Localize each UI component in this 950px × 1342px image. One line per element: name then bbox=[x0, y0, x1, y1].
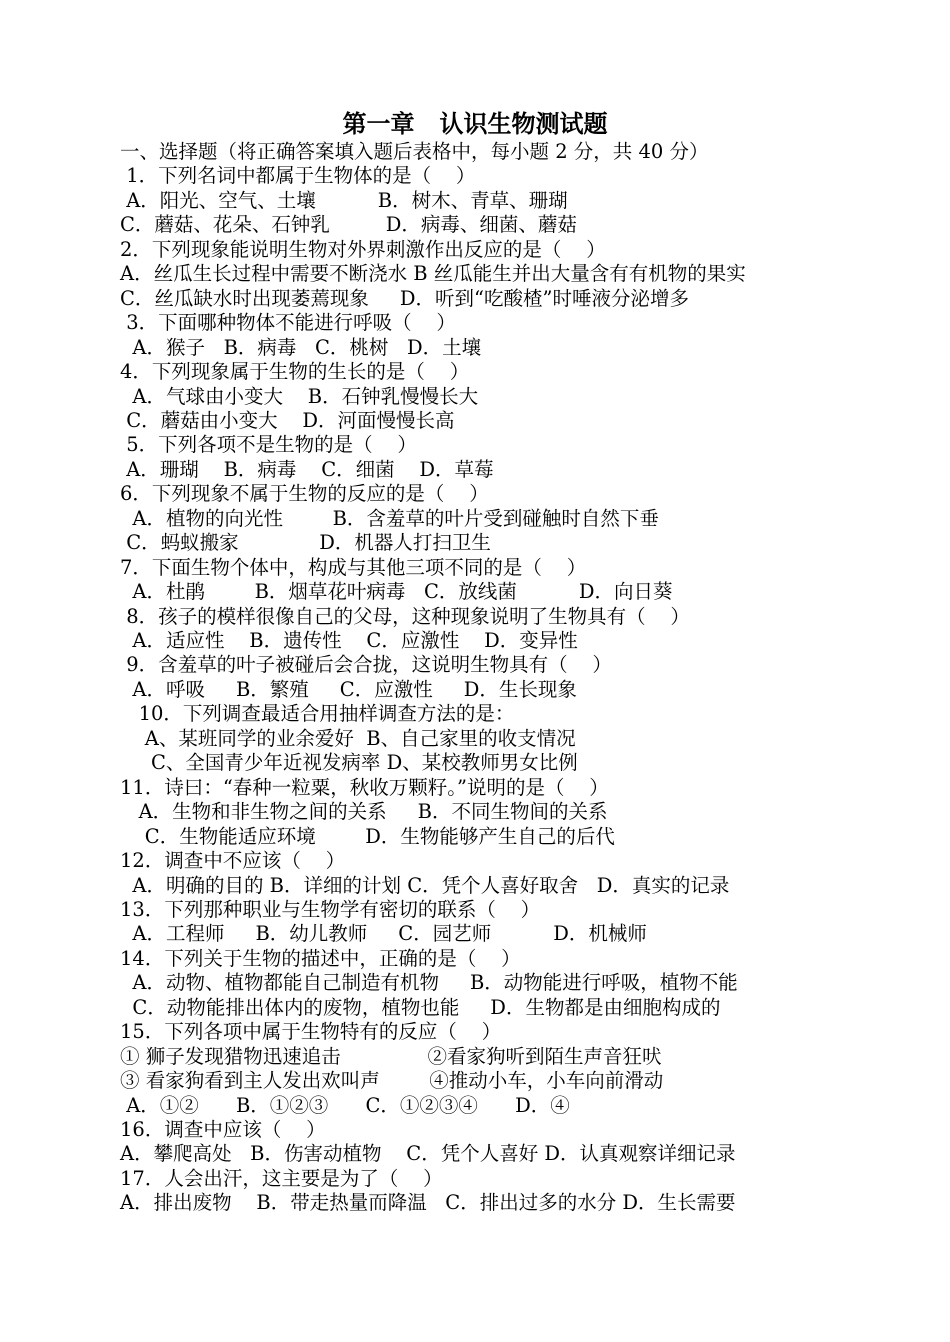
page-title: 第一章 认识生物测试题 bbox=[342, 109, 608, 138]
text-line: ③ 看家狗看到主人发出欢叫声 ④推动小车，小车向前滑动 bbox=[120, 1069, 664, 1093]
text-line: A．猴子 B．病毒 C．桃树 D．土壤 bbox=[120, 335, 482, 359]
text-line: 7．下面生物个体中，构成与其他三项不同的是（ ） bbox=[120, 555, 587, 579]
text-line: A．适应性 B．遗传性 C．应激性 D．变异性 bbox=[120, 629, 578, 652]
text-line: 13．下列那种职业与生物学有密切的联系（ ） bbox=[120, 897, 541, 921]
text-line: 3．下面哪种物体不能进行呼吸（ ） bbox=[120, 311, 456, 335]
text-line: 4．下列现象属于生物的生长的是（ ） bbox=[120, 360, 470, 384]
text-line: 5．下列各项不是生物的是（ ） bbox=[120, 433, 417, 457]
text-line: 8．孩子的模样很像自己的父母，这种现象说明了生物具有（ ） bbox=[120, 604, 690, 628]
text-line: C．生物能适应环境 D．生物能够产生自己的后代 bbox=[120, 824, 615, 848]
text-line: 11．诗曰：“春种一粒粟，秋收万颗籽。”说明的是（ ） bbox=[120, 775, 609, 799]
text-line: 6．下列现象不属于生物的反应的是（ ） bbox=[120, 482, 489, 506]
text-line: C．蘑菇由小变大 D．河面慢慢长高 bbox=[120, 408, 455, 432]
text-line: C、全国青少年近视发病率 D、某校教师男女比例 bbox=[120, 751, 578, 775]
text-line: 15．下列各项中属于生物特有的反应（ ） bbox=[120, 1020, 502, 1044]
text-line: C．蘑菇、花朵、石钟乳 D．病毒、细菌、蘑菇 bbox=[120, 213, 577, 237]
text-line: A．丝瓜生长过程中需要不断浇水 B 丝瓜能生并出大量含有有机物的果实 bbox=[120, 262, 746, 286]
text-line: A．气球由小变大 B．石钟乳慢慢长大 bbox=[120, 384, 479, 408]
text-line: 10．下列调查最适合用抽样调查方法的是： bbox=[120, 702, 515, 726]
text-line: A．动物、植物都能自己制造有机物 B．动物能进行呼吸，植物不能 bbox=[120, 971, 738, 995]
text-line: A．生物和非生物之间的关系 B．不同生物间的关系 bbox=[120, 800, 608, 824]
text-line: A．杜鹃 B．烟草花叶病毒 C．放线菌 D．向日葵 bbox=[120, 580, 673, 604]
text-line: 2．下列现象能说明生物对外界刺激作出反应的是（ ） bbox=[120, 237, 606, 261]
text-line: 一、选择题（将正确答案填入题后表格中，每小题 2 分，共 40 分） bbox=[120, 140, 709, 163]
text-line: A．明确的目的 B．详细的计划 C．凭个人喜好取舍 D．真实的记录 bbox=[120, 873, 730, 897]
text-line: C．丝瓜缺水时出现萎蔫现象 D．听到“吃酸楂”时唾液分泌增多 bbox=[120, 286, 689, 310]
text-line: C．蚂蚁搬家 D．机器人打扫卫生 bbox=[120, 531, 491, 555]
text-line: A．攀爬高处 B．伤害动植物 C．凭个人喜好 D．认真观察详细记录 bbox=[120, 1142, 736, 1166]
text-line: 9．含羞草的叶子被碰后会合拢，这说明生物具有（ ） bbox=[120, 653, 612, 677]
text-line: A．①② B．①②③ C．①②③④ D．④ bbox=[120, 1093, 570, 1117]
text-line: ① 狮子发现猎物迅速追击 ②看家狗听到陌生声音狂吠 bbox=[120, 1044, 662, 1068]
text-line: A．珊瑚 B．病毒 C．细菌 D．草莓 bbox=[120, 457, 494, 481]
text-line: A、某班同学的业余爱好 B、自己家里的收支情况 bbox=[120, 726, 576, 750]
text-line: 1．下列名词中都属于生物体的是（ ） bbox=[120, 164, 476, 188]
text-line: 12．调查中不应该（ ） bbox=[120, 849, 346, 873]
text-line: 17．人会出汗，这主要是为了（ ） bbox=[120, 1166, 443, 1190]
text-line: A．呼吸 B．繁殖 C．应激性 D．生长现象 bbox=[120, 677, 577, 701]
text-line: A．排出废物 B．带走热量而降温 C．排出过多的水分 D．生长需要 bbox=[120, 1191, 736, 1215]
text-line: 14．下列关于生物的描述中，正确的是（ ） bbox=[120, 946, 521, 970]
text-line: C．动物能排出体内的废物，植物也能 D．生物都是由细胞构成的 bbox=[120, 995, 721, 1019]
text-line: A．工程师 B．幼儿教师 C．园艺师 D．机械师 bbox=[120, 922, 647, 946]
text-line: 16．调查中应该（ ） bbox=[120, 1118, 326, 1141]
text-line: A．植物的向光性 B．含羞草的叶片受到碰触时自然下垂 bbox=[120, 506, 659, 530]
text-line: A．阳光、空气、土壤 B．树木、青草、珊瑚 bbox=[120, 188, 568, 212]
